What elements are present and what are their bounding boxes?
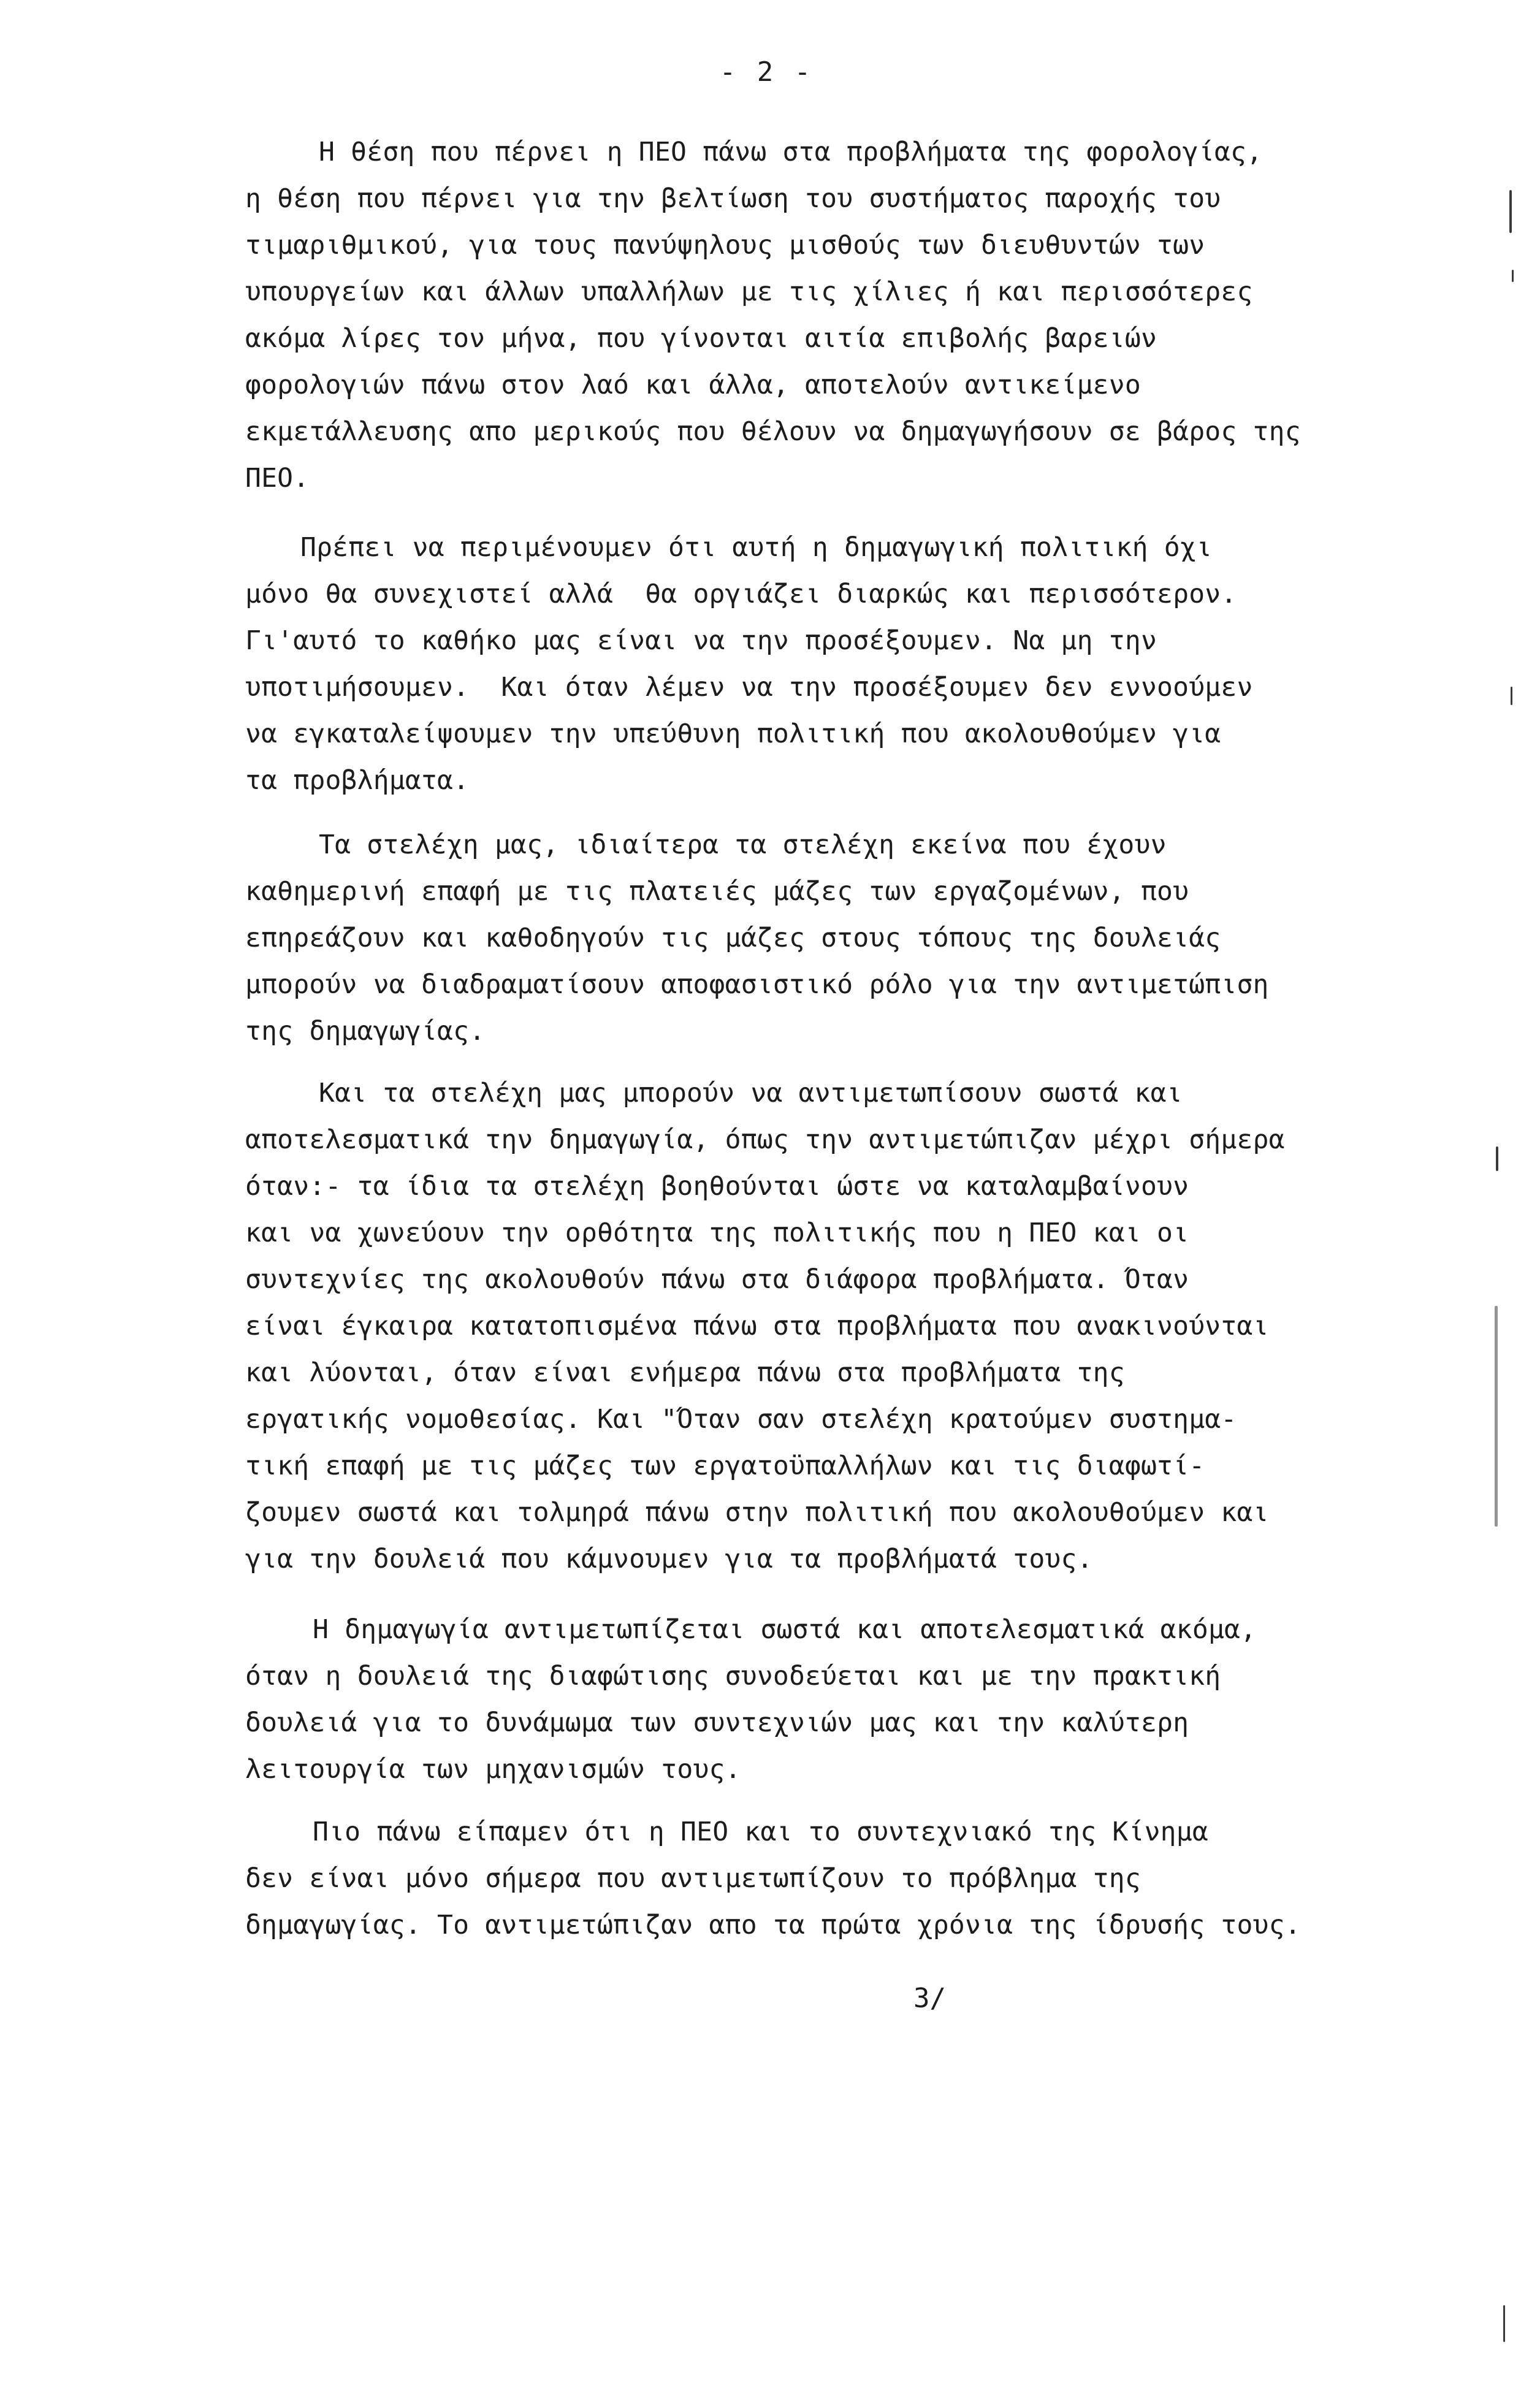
scan-mark: [1496, 1146, 1498, 1171]
text-line: Πιο πάνω είπαμεν ότι η ΠΕΟ και το συντεχνιακό της Κίνημα: [313, 1817, 1208, 1847]
text-line: μόνο θα συνεχιστεί αλλά θα οργιάζει διαρκώς και περισσότερον.: [245, 579, 1237, 609]
text-line: η θέση που πέρνει για την βελτίωση του συστήματος παροχής του: [245, 183, 1221, 214]
continuation-marker: 3/: [913, 1983, 946, 2014]
text-line: αποτελεσματικά την δημαγωγία, όπως την αντιμετώπιζαν μέχρι σήμερα: [245, 1124, 1285, 1155]
text-line: Η θέση που πέρνει η ΠΕΟ πάνω στα προβλήματα της φορολογίας,: [319, 137, 1263, 167]
paragraph-4-body: [245, 1116, 1285, 1582]
scan-mark: [1511, 687, 1512, 705]
paragraph-6: [313, 1809, 1208, 1855]
text-line: συντεχνίες της ακολουθούν πάνω στα διάφορα προβλήματα. Όταν: [245, 1264, 1189, 1295]
paragraph-5: [313, 1606, 1256, 1653]
paragraph-2: [300, 524, 1212, 571]
text-line: ΠΕΟ.: [245, 463, 310, 494]
text-line: δεν είναι μόνο σήμερα που αντιμετωπίζουν το πρόβλημα της: [245, 1863, 1141, 1894]
text-line: μπορούν να διαδραματίσουν αποφασιστικό ρόλο για την αντιμετώπιση: [245, 969, 1269, 1000]
text-line: Τα στελέχη μας, ιδιαίτερα τα στελέχη εκείνα που έχουν: [319, 830, 1167, 860]
text-line: υπουργείων και άλλων υπαλλήλων με τις χίλιες ή και περισσότερες: [245, 277, 1253, 307]
text-line: όταν η δουλειά της διαφώτισης συνοδεύεται και με την πρακτική: [245, 1661, 1221, 1692]
text-line: της δημαγωγίας.: [245, 1016, 486, 1047]
paragraph-3-body: [245, 868, 1269, 1055]
text-line: φορολογιών πάνω στον λαό και άλλα, αποτελούν αντικείμενο: [245, 370, 1141, 400]
text-line: και να χωνεύουν την ορθότητα της πολιτικής που η ΠΕΟ και οι: [245, 1218, 1189, 1248]
text-line: Και τα στελέχη μας μπορούν να αντιμετωπίσουν σωστά και: [319, 1078, 1183, 1108]
paragraph-6-body: [245, 1855, 1301, 1948]
text-line: τιμαριθμικού, για τους πανύψηλους μισθούς των διευθυντών των: [245, 230, 1205, 261]
text-line: Γι'αυτό το καθήκο μας είναι να την προσέξουμεν. Να μη την: [245, 625, 1157, 656]
paragraph-1-body: [245, 175, 1301, 502]
text-line: καθημερινή επαφή με τις πλατειές μάζες των εργαζομένων, που: [245, 876, 1189, 907]
paragraph-2-body: [245, 571, 1253, 804]
scan-mark: [1512, 270, 1514, 282]
text-line: Η δημαγωγία αντιμετωπίζεται σωστά και αποτελεσματικά ακόμα,: [313, 1614, 1257, 1645]
text-line: ζουμεν σωστά και τολμηρά πάνω στην πολιτική που ακολουθούμεν και: [245, 1497, 1269, 1528]
text-line: υποτιμήσουμεν. Και όταν λέμεν να την προσέξουμεν δεν εννοούμεν: [245, 672, 1253, 703]
scan-mark: [1503, 2305, 1505, 2342]
text-line: για την δουλειά που κάμνουμεν για τα προβλήματά τους.: [245, 1544, 1093, 1574]
text-line: τα προβλήματα.: [245, 765, 470, 796]
paragraph-5-body: [245, 1653, 1221, 1793]
text-line: και λύονται, όταν είναι ενήμερα πάνω στα προβλήματα της: [245, 1357, 1125, 1388]
text-line: εργατικής νομοθεσίας. Και "Όταν σαν στελέχη κρατούμεν συστημα-: [245, 1404, 1237, 1435]
page-number: - 2 -: [719, 56, 814, 88]
text-line: είναι έγκαιρα κατατοπισμένα πάνω στα προβλήματα που ανακινούνται: [245, 1311, 1269, 1341]
text-line: δουλειά για το δυνάμωμα των συντεχνιών μας και την καλύτερη: [245, 1707, 1189, 1738]
scan-mark: [1509, 190, 1512, 233]
text-line: λειτουργία των μηχανισμών τους.: [245, 1754, 741, 1785]
paragraph-3: [319, 822, 1167, 868]
text-line: τική επαφή με τις μάζες των εργατοϋπαλλήλων και τις διαφωτί-: [245, 1451, 1205, 1481]
text-line: Πρέπει να περιμένουμεν ότι αυτή η δημαγωγική πολιτική όχι: [300, 532, 1213, 563]
text-line: όταν:- τα ίδια τα στελέχη βοηθούνται ώστε να καταλαμβαίνουν: [245, 1171, 1189, 1202]
text-line: δημαγωγίας. Το αντιμετώπιζαν απο τα πρώτα χρόνια της ίδρυσής τους.: [245, 1910, 1301, 1940]
paragraph-4: [319, 1070, 1183, 1116]
text-line: να εγκαταλείψουμεν την υπεύθυνη πολιτική που ακολουθούμεν για: [245, 719, 1221, 749]
scan-mark: [1495, 1306, 1498, 1527]
text-line: εκμετάλλευσης απο μερικούς που θέλουν να δημαγωγήσουν σε βάρος της: [245, 416, 1301, 447]
text-line: ακόμα λίρες τον μήνα, που γίνονται αιτία επιβολής βαρειών: [245, 323, 1157, 354]
text-line: επηρεάζουν και καθοδηγούν τις μάζες στους τόπους της δουλειάς: [245, 923, 1221, 953]
paragraph-1: [319, 129, 1262, 175]
